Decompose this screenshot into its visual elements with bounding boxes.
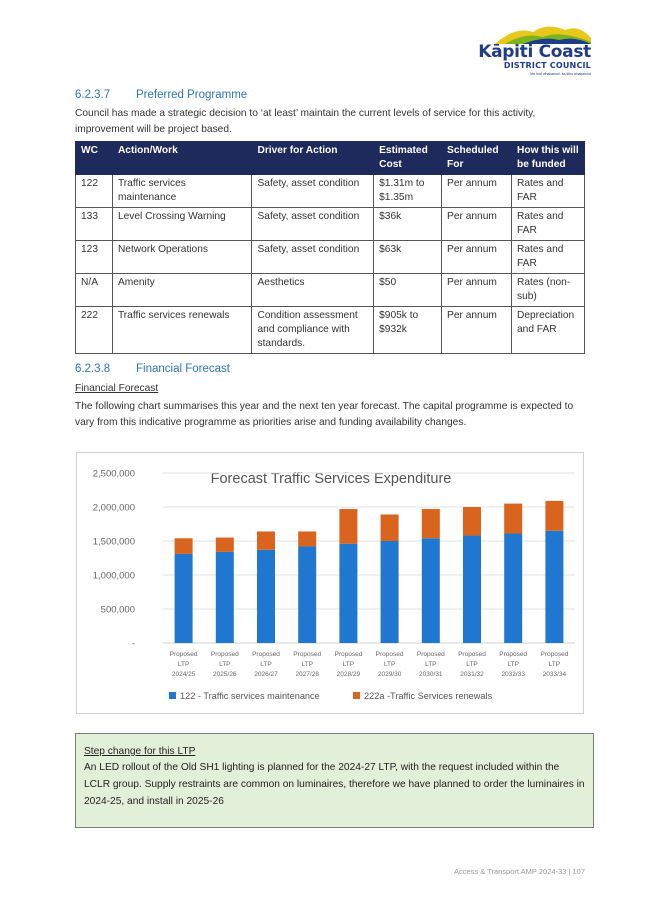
table-cell: 133 <box>76 208 113 241</box>
chart-title: Forecast Traffic Services Expenditure <box>210 471 452 487</box>
y-tick-label: 1,000,000 <box>92 570 135 582</box>
bar-maintenance <box>381 541 399 643</box>
table-cell: $905k to $932k <box>374 307 442 354</box>
x-tick-label: 2025/26 <box>213 671 237 678</box>
bar-maintenance <box>463 536 481 643</box>
table-cell: 222 <box>76 307 113 354</box>
x-tick-label: LTP <box>548 661 561 668</box>
financial-paragraph: The following chart summarises this year and the next ten year forecast. The capital programme is expected to vary from this indicative programme as priorities arise and funding availability changes. <box>75 401 574 428</box>
header-cell: Driver for Action <box>252 142 374 175</box>
chart-svg <box>77 453 585 715</box>
x-tick-label: Proposed <box>540 651 569 658</box>
bar-maintenance <box>216 552 234 643</box>
table-cell: Network Operations <box>112 241 252 274</box>
bar-renewals <box>504 504 522 534</box>
table-cell: Safety, asset condition <box>252 175 374 208</box>
x-tick-label: 2029/30 <box>377 671 402 678</box>
section-heading-financial <box>75 363 230 375</box>
programme-table <box>75 141 585 354</box>
x-tick-label: LTP <box>301 661 313 668</box>
legend-label: 122 - Traffic services maintenance <box>180 691 320 701</box>
bar-renewals <box>216 538 234 552</box>
bar-renewals <box>175 538 193 554</box>
y-tick-label: 1,500,000 <box>92 536 135 548</box>
header-cell: Action/Work <box>112 142 252 175</box>
bar-maintenance <box>257 550 275 643</box>
x-tick-label: LTP <box>383 661 396 668</box>
bar-maintenance <box>339 544 357 643</box>
x-tick-label: 2024/25 <box>171 671 196 678</box>
council-logo <box>471 22 591 82</box>
x-tick-label: Proposed <box>293 651 322 658</box>
section-title: Preferred Programme <box>136 89 248 101</box>
table-cell: Depreciation and FAR <box>511 307 584 354</box>
y-tick-label: 500,000 <box>100 604 135 616</box>
y-tick-label: - <box>131 638 135 650</box>
x-tick-label: LTP <box>219 661 231 668</box>
header-cell: Scheduled For <box>442 142 512 175</box>
page-footer: Access & Transport AMP 2024-33 | 107 <box>453 867 585 876</box>
x-tick-label: 2026/27 <box>254 671 278 678</box>
table-cell: Safety, asset condition <box>252 208 374 241</box>
table-cell: Safety, asset condition <box>252 241 374 274</box>
x-tick-label: LTP <box>177 661 190 668</box>
logo-title: Kāpiti Coast <box>478 42 591 62</box>
table-cell: Per annum <box>442 175 512 208</box>
x-tick-label: 2031/32 <box>460 671 484 678</box>
x-tick-label: LTP <box>425 661 437 668</box>
table-row <box>76 274 585 307</box>
table-cell: Per annum <box>442 307 512 354</box>
table-cell: Amenity <box>112 274 252 307</box>
x-tick-label: 2030/31 <box>419 671 443 678</box>
bar-renewals <box>257 531 275 549</box>
table-cell: Per annum <box>442 274 512 307</box>
table-cell: Aesthetics <box>252 274 374 307</box>
table-cell: Level Crossing Warning <box>112 208 252 241</box>
legend-swatch <box>169 692 176 699</box>
x-tick-label: Proposed <box>169 651 198 658</box>
x-tick-label: Proposed <box>375 651 404 658</box>
table-cell: $50 <box>374 274 442 307</box>
table-cell: Traffic services maintenance <box>112 175 252 208</box>
bar-renewals <box>463 507 481 536</box>
table-cell: Rates (non-sub) <box>511 274 584 307</box>
header-cell: WC <box>76 142 113 175</box>
logo-tagline: Me huri whakamuri, ka titiro whakamua <box>530 72 591 76</box>
x-tick-label: 2027/28 <box>295 671 319 678</box>
table-row <box>76 208 585 241</box>
bar-maintenance <box>298 546 316 643</box>
table-cell: Rates and FAR <box>511 241 584 274</box>
logo-subtitle: DISTRICT COUNCIL <box>503 61 591 70</box>
x-tick-label: LTP <box>260 661 272 668</box>
table-cell: Traffic services renewals <box>112 307 252 354</box>
x-tick-label: Proposed <box>252 651 280 658</box>
x-tick-label: 2028/29 <box>336 671 361 678</box>
x-tick-label: 2033/34 <box>542 671 567 678</box>
bar-maintenance <box>504 534 522 643</box>
x-tick-label: Proposed <box>334 651 363 658</box>
bar-renewals <box>545 501 563 531</box>
financial-forecast-label: Financial Forecast <box>75 383 159 394</box>
table-row <box>76 241 585 274</box>
x-tick-label: LTP <box>466 661 478 668</box>
table-cell: $1.31m to $1.35m <box>374 175 442 208</box>
callout-title: Step change for this LTP <box>84 746 196 757</box>
table-cell: 123 <box>76 241 113 274</box>
table-row <box>76 307 585 354</box>
table-cell: $63k <box>374 241 442 274</box>
bar-maintenance <box>422 538 440 643</box>
callout-body: An LED rollout of the Old SH1 lighting is planned for the 2024-27 LTP, with the request included within the LCLR group. Supply restraints are common on luminaires, therefore we have planned to order the luminaires in 2024-25, and install in 2025-26 <box>84 762 585 807</box>
table-cell: 122 <box>76 175 113 208</box>
expenditure-chart <box>76 452 584 714</box>
table-cell: N/A <box>76 274 113 307</box>
section-number: 6.2.3.8 <box>75 363 111 375</box>
section-title: Financial Forecast <box>136 363 230 375</box>
bar-renewals <box>422 509 440 538</box>
table-header-row <box>76 142 585 175</box>
preferred-paragraph: Council has made a strategic decision to ‘at least’ maintain the current levels of service for this activity, improvement will be project based. <box>75 108 536 135</box>
bar-renewals <box>339 509 357 544</box>
x-tick-label: LTP <box>342 661 355 668</box>
table-row <box>76 175 585 208</box>
section-number: 6.2.3.7 <box>75 89 111 101</box>
bar-renewals <box>298 531 316 546</box>
y-tick-label: 2,000,000 <box>92 502 135 514</box>
hills-logo-icon <box>495 22 591 44</box>
step-change-callout <box>75 733 594 828</box>
x-tick-label: Proposed <box>499 651 528 658</box>
table-cell: Rates and FAR <box>511 175 584 208</box>
x-tick-label: LTP <box>507 661 519 668</box>
y-tick-label: 2,500,000 <box>92 468 135 480</box>
table-cell: $36k <box>374 208 442 241</box>
table-cell: Per annum <box>442 208 512 241</box>
header-cell: Estimated Cost <box>374 142 442 175</box>
bar-maintenance <box>175 554 193 643</box>
x-tick-label: 2032/33 <box>501 671 525 678</box>
legend-swatch <box>353 692 360 699</box>
x-tick-label: Proposed <box>210 651 239 658</box>
legend-label: 222a -Traffic Services renewals <box>364 691 493 701</box>
bar-maintenance <box>545 531 563 643</box>
x-tick-label: Proposed <box>416 651 445 658</box>
table-cell: Rates and FAR <box>511 208 584 241</box>
table-cell: Per annum <box>442 241 512 274</box>
x-tick-label: Proposed <box>458 651 486 658</box>
bar-renewals <box>381 514 399 541</box>
table-cell: Condition assessment and compliance with standards. <box>252 307 374 354</box>
header-cell: How this will be funded <box>511 142 584 175</box>
section-heading-preferred <box>75 89 247 101</box>
